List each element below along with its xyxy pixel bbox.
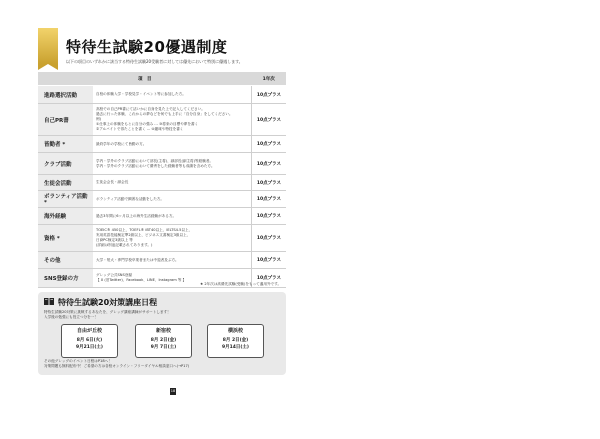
row-category: 資格 * — [38, 225, 93, 252]
table-row — [38, 104, 286, 136]
row-category: クラブ活動 — [38, 153, 93, 175]
row-description-line: 生徒会会長・副会長 — [96, 180, 129, 184]
table-row — [38, 225, 286, 252]
table-row — [38, 136, 286, 153]
row-category: 自己PR書 — [38, 104, 93, 136]
book-icon — [44, 297, 54, 306]
note-line: その他グレッグのイベント日程はP18へ！ — [44, 359, 112, 363]
row-description-line: 実用英語技能検定準2級以上、ビジネス文書検定3級以上、 — [96, 233, 191, 237]
campus-date: 8月 6日(火) — [76, 338, 103, 343]
row-description-line: 【 X (旧Twitter)、Facebook、LINE、Instagram 等 】 — [96, 278, 187, 282]
table-row — [38, 175, 286, 191]
table-row — [38, 153, 286, 175]
row-description — [93, 86, 252, 104]
row-description-line: 高校での自己PR書にて活いかに自身を見た上で記入してください。 — [96, 107, 205, 111]
row-points: 10点プラス — [252, 191, 287, 208]
campus-date: 9月14日(土) — [221, 345, 249, 350]
row-description-line: グレッグ公式SNS登録 — [96, 273, 132, 277]
campus-date: 9月21日(土) — [75, 345, 103, 350]
benefits-table — [38, 72, 286, 288]
row-description — [93, 104, 252, 136]
row-description-line: 自校の体験入学・学校見学・イベント等に参加した方。 — [96, 92, 186, 96]
course-box-line: 入学後の勉強にも役立つ分を一！ — [44, 315, 98, 319]
row-category: 海外経験 — [38, 208, 93, 225]
table-row — [38, 86, 286, 104]
page-number: 18 — [170, 389, 176, 393]
footnote: ★ 2年次は高優先試験(受験)をもって適用外です。 — [200, 282, 282, 286]
row-description — [93, 136, 252, 153]
campus-date: 9月 7日(土) — [150, 345, 177, 350]
row-points: 10点プラス — [252, 225, 287, 252]
table-header-row — [38, 72, 286, 86]
row-description — [93, 153, 252, 175]
note-line: 対策問題も無料配布中！ご希望の方は各校オンライン・フリーダイヤル相談窓口へ(→P17) — [44, 364, 190, 368]
row-category: ボランティア活動 * — [38, 191, 93, 208]
row-description-line: 学内・学外のクラブ活動において部長(主将)、副部長(副主将)等経験者。 — [96, 158, 214, 163]
campus-card-yokohama — [207, 324, 264, 358]
row-points: 10点プラス — [252, 86, 287, 104]
course-box-notes — [44, 359, 189, 369]
row-description — [93, 252, 252, 269]
campus-name: 自由が丘校 — [76, 328, 102, 334]
row-description — [93, 208, 252, 225]
row-description — [93, 191, 252, 208]
row-description-line: 学内・学外のクラブ活動において優秀をした経験者等も成績を含めた方。 — [96, 163, 215, 168]
course-box-line: 特待生試験20対策に挑戦するあなたを、グレッグ講座講師がサポートします！ — [44, 310, 171, 314]
row-description-line: 大学・短大・専門学校卒業者または中退者及ぶ方。 — [96, 257, 179, 262]
campus-card-shinjuku — [135, 324, 192, 358]
gold-ribbon — [38, 28, 58, 64]
row-points: 10点プラス — [252, 175, 287, 191]
row-description-line: TOEIC® 450以上、TOEFL® iBT40以上、IELTS4.5以上、 — [96, 228, 193, 232]
table-row — [38, 191, 286, 208]
row-points: 10点プラス — [252, 104, 287, 136]
row-points: 10点プラス — [252, 153, 287, 175]
row-description — [93, 175, 252, 191]
course-box-title: 特待生試験20対策講座日程 — [58, 298, 158, 307]
row-points: 10点プラス — [252, 269, 287, 288]
row-description-line: 例) — [96, 117, 101, 121]
page-title: 特待生試験20優遇制度 — [66, 38, 228, 56]
row-description-line: (詳細は別途記載されてあります。) — [96, 243, 153, 247]
row-description — [93, 225, 252, 252]
row-points: 10点プラス — [252, 136, 287, 153]
campus-date: 8月 2日(金) — [222, 338, 249, 343]
table-row — [38, 208, 286, 225]
row-points: 10点プラス — [252, 252, 287, 269]
campus-date: 8月 2日(金) — [150, 338, 177, 343]
row-description-line: 日商PC検定3級以上 等 — [96, 238, 133, 242]
intro-text: 以下の項目のいずれかに該当する特待生試験20受験者に対しては優先において特別に優遇します。 — [66, 59, 243, 64]
row-category: 皆勤者 * — [38, 136, 93, 153]
campus-name: 新宿校 — [155, 328, 171, 334]
course-box-text — [44, 310, 171, 320]
row-points: 10点プラス — [252, 208, 287, 225]
row-description-line: 過去3年間に6ヶ月以上の海外生活経験がある方。 — [96, 213, 177, 218]
campus-card-jiyugaoka — [61, 324, 118, 358]
row-description-line: 最終学年の学校にて皆勤の方。 — [96, 141, 147, 146]
row-category: 生徒会活動 — [38, 175, 93, 191]
header-points: 1年次 — [252, 72, 287, 86]
row-category: 進路選択活動 — [38, 86, 93, 104]
row-category: SNS登録の方 — [38, 269, 93, 288]
row-description-line: ②アルバイトで得たことを書く … ④趣味や特技を書く — [96, 127, 184, 131]
row-description-line: ボランティア活動で顕著な活動をした方。 — [96, 196, 164, 201]
table-row — [38, 252, 286, 269]
row-description-line: ①仕事上の体験をもとに自分の強み … ③将来の目標や夢を書く — [96, 122, 199, 126]
campus-name: 横浜校 — [227, 328, 243, 334]
row-description-line: 過去に行った体験、これからの夢などを何でも上手に「自分自身」をしてください。 — [96, 112, 233, 116]
row-category: その他 — [38, 252, 93, 269]
header-item: 項 目 — [38, 72, 252, 86]
